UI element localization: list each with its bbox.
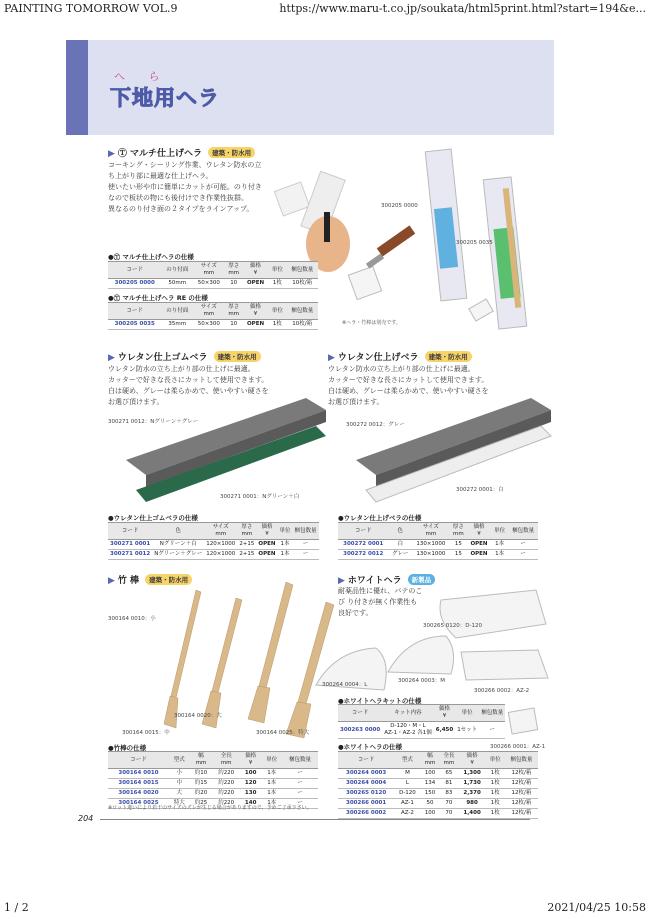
cell-width: 134: [421, 779, 440, 789]
cell-unit: 1本: [261, 799, 282, 809]
column-header-code: コード: [338, 705, 382, 722]
rubber-heading: ▶ ウレタン仕上ゴムベラ 建築・防水用: [108, 350, 261, 363]
cell-price: OPEN: [467, 540, 491, 550]
cell-width: 約25: [190, 799, 213, 809]
column-header-size: サイズ mm: [193, 303, 225, 320]
column-header-glue: のり付面: [162, 303, 194, 320]
cell-length: 約220: [212, 769, 240, 779]
column-header-code: コード: [108, 303, 162, 320]
white-label-l: 300264 0004：L: [322, 682, 368, 688]
page-footer-rule: [100, 819, 530, 820]
banner-title: 下地用ヘラ: [110, 86, 220, 110]
cell-size: 130×1000: [412, 540, 450, 550]
column-header-thick: 厚さ mm: [450, 523, 467, 540]
column-header-price: 価格 ¥: [243, 262, 269, 279]
white-table-title: ●ホワイトヘラの仕様: [338, 743, 402, 751]
bamboo-spec-table: [108, 751, 318, 809]
white-spatula-photo: [316, 580, 551, 690]
cell-type: L: [394, 779, 420, 789]
cell-length: 約220: [212, 789, 240, 799]
column-header-glue: のり付面: [162, 262, 194, 279]
cell-unit: 1本: [491, 540, 508, 550]
banner-ruby: へ ら: [114, 70, 170, 83]
multi-table-title: ●Ⓣ マルチ仕上げヘラの仕様: [108, 253, 194, 261]
cell-unit: 1枚: [486, 809, 505, 819]
cell-type: 中: [169, 779, 190, 789]
column-header-thick: 厚さ mm: [225, 303, 243, 320]
table-row: [338, 550, 538, 560]
bamboo-label-0: 300164 0010：小: [108, 616, 156, 622]
cell-price: 120: [240, 779, 261, 789]
cell-code: 300272 0001: [338, 540, 389, 550]
cell-code: 300205 0035: [108, 320, 162, 330]
column-header-price: 価格 ¥: [467, 523, 491, 540]
multi-image-note: ※ヘラ・竹棒は別売です。: [342, 320, 401, 326]
section-banner: [66, 40, 554, 135]
browser-print-footer: [0, 899, 650, 919]
column-header-width: 幅 mm: [421, 752, 440, 769]
finish-heading: ▶ ウレタン仕上げベラ 建築・防水用: [328, 350, 472, 363]
column-header-unit: 単位: [261, 752, 282, 769]
cell-thick: 10: [225, 320, 243, 330]
cell-unit: 1本: [491, 550, 508, 560]
cell-qty: ー: [282, 769, 318, 779]
cell-code: 300164 0015: [108, 779, 169, 789]
table-row: [108, 769, 318, 779]
cell-qty: 12枚/箱: [505, 769, 538, 779]
cell-price: 2,370: [458, 789, 485, 799]
cell-code: 300164 0010: [108, 769, 169, 779]
column-header-qty: 梱包数量: [286, 262, 318, 279]
column-header-length: 全長 mm: [212, 752, 240, 769]
cell-price: 140: [240, 799, 261, 809]
bamboo-heading: ▶ 竹 棒 建築・防水用: [108, 573, 192, 586]
cell-unit: 1本: [278, 540, 293, 550]
print-url[interactable]: https://www.maru-t.co.jp/soukata/html5print.html?start=194&e...: [279, 2, 646, 15]
column-header-size: サイズ mm: [193, 262, 225, 279]
column-header-qty: 梱包数量: [479, 705, 505, 722]
column-header-unit: 単位: [268, 262, 286, 279]
cell-qty: 12枚/箱: [505, 779, 538, 789]
column-header-qty: 梱包数量: [286, 303, 318, 320]
finish-product-photo: [356, 390, 551, 505]
banner-stripe: [66, 40, 88, 135]
table-header-row: [108, 752, 318, 769]
cell-unit: 1本: [278, 550, 293, 560]
multi-re-spec-table: [108, 302, 318, 330]
table-row: [108, 320, 318, 330]
column-header-size: サイズ mm: [204, 523, 237, 540]
cell-price: 1,400: [458, 809, 485, 819]
cell-width: 100: [421, 809, 440, 819]
cell-qty: ー: [282, 789, 318, 799]
rubber-tag: 建築・防水用: [214, 351, 261, 362]
cell-unit: 1枚: [268, 279, 286, 289]
cell-code: 300164 0020: [108, 789, 169, 799]
white-kit-spec-table: [338, 704, 505, 739]
triangle-icon: ▶: [328, 353, 335, 363]
cell-code: 300264 0003: [338, 769, 394, 779]
column-header-type: 型式: [169, 752, 190, 769]
white-tag: 新製品: [408, 574, 436, 585]
multi-image-label-1: 300205 0000: [381, 203, 418, 209]
table-row: [338, 769, 538, 779]
spatula-photo: [336, 230, 426, 320]
print-title: PAINTING TOMORROW VOL.9: [4, 2, 178, 15]
cell-code: 300265 0120: [338, 789, 394, 799]
white-description: 耐薬品性に優れ、バテのこ び り付きが無く作業性も 良好です。: [338, 587, 423, 617]
cell-unit: 1枚: [486, 789, 505, 799]
column-header-width: 幅 mm: [190, 752, 213, 769]
finish-spec-table: [338, 522, 538, 560]
finish-label-a: 300272 0012：グレー: [346, 422, 405, 428]
cell-type: AZ-1: [394, 799, 420, 809]
cell-price: 100: [240, 769, 261, 779]
cell-length: 81: [439, 779, 458, 789]
rubber-label-b: 300271 0001：Nグリーン＋白: [220, 494, 300, 500]
cell-glue: 35mm: [162, 320, 194, 330]
table-header-row: [338, 705, 505, 722]
column-header-code: コード: [108, 752, 169, 769]
cell-size: 120×1000: [204, 550, 237, 560]
column-header-code: コード: [338, 523, 389, 540]
table-row: [108, 789, 318, 799]
column-header-length: 全長 mm: [439, 752, 458, 769]
finish-table-title: ●ウレタン仕上げベラの仕様: [338, 514, 422, 522]
cell-size: 130×1000: [412, 550, 450, 560]
page-number: 204: [78, 814, 94, 823]
cell-unit: 1本: [261, 789, 282, 799]
column-header-qty: 梱包数量: [293, 523, 319, 540]
cell-size: 120×1000: [204, 540, 237, 550]
cell-code: 300266 0001: [338, 799, 394, 809]
cell-price: OPEN: [256, 540, 277, 550]
cell-code: 300205 0000: [108, 279, 162, 289]
bamboo-label-1: 300164 0015：中: [122, 730, 170, 736]
column-header-price: 価格 ¥: [458, 752, 485, 769]
bamboo-label-3: 300164 0025：特大: [256, 730, 310, 736]
cell-length: 約220: [212, 779, 240, 789]
cell-size: 50×300: [193, 279, 225, 289]
print-page-count: 1 / 2: [4, 901, 29, 914]
cell-thick: 2+15: [237, 540, 256, 550]
cell-price: 1,300: [458, 769, 485, 779]
print-datetime: 2021/04/25 10:58: [547, 901, 646, 914]
cell-width: 50: [421, 799, 440, 809]
cell-thick: 15: [450, 540, 467, 550]
cell-code: 300164 0025: [108, 799, 169, 809]
table-header-row: [338, 523, 538, 540]
rubber-spec-table: [108, 522, 319, 560]
column-header-price: 価格 ¥: [434, 705, 455, 722]
multi-tag: 建築・防水用: [208, 147, 255, 158]
column-header-unit: 単位: [455, 705, 479, 722]
cell-length: 83: [439, 789, 458, 799]
cell-unit: 1セット: [455, 722, 479, 739]
cell-qty: ー: [293, 540, 319, 550]
cell-type: 小: [169, 769, 190, 779]
cell-unit: 1本: [261, 779, 282, 789]
rubber-product-photo: [126, 390, 326, 505]
cell-width: 約15: [190, 779, 213, 789]
cell-thick: 2+15: [237, 550, 256, 560]
cell-qty: 10枚/箱: [286, 279, 318, 289]
table-row: [338, 799, 538, 809]
table-row: [338, 809, 538, 819]
cell-qty: ー: [293, 550, 319, 560]
table-header-row: [108, 303, 318, 320]
rubber-table-title: ●ウレタン仕上ゴムベラの仕様: [108, 514, 198, 522]
cell-price: OPEN: [256, 550, 277, 560]
triangle-icon: ▶: [108, 149, 115, 159]
table-header-row: [338, 752, 538, 769]
cell-price: 980: [458, 799, 485, 809]
catalog-page: [66, 40, 554, 835]
cell-code: 300263 0000: [338, 722, 382, 739]
cell-price: 6,450: [434, 722, 455, 739]
cell-width: 約10: [190, 769, 213, 779]
finish-description: ウレタン防水の立ち上がり部の仕上げに最適。 カッターで好きな長さにカットして使用できます。 白は硬め、グレーは柔らかめで、使いやすい硬さを お選び頂けます。: [328, 365, 489, 406]
multi-package-photo: [411, 148, 551, 318]
multi-re-table-title: ●Ⓣ マルチ仕上げヘラ RE の仕様: [108, 294, 208, 302]
column-header-price: 価格 ¥: [256, 523, 277, 540]
cell-code: 300264 0004: [338, 779, 394, 789]
white-label-az1: 300266 0001：AZ-1: [490, 744, 546, 750]
white-spec-table: [338, 751, 538, 819]
cell-unit: 1枚: [486, 779, 505, 789]
cell-qty: ー: [282, 799, 318, 809]
cell-color: 白: [389, 540, 412, 550]
cell-color: Nグリーン＋グレー: [152, 550, 204, 560]
table-row: [338, 722, 505, 739]
cell-color: グレー: [389, 550, 412, 560]
table-header-row: [108, 523, 319, 540]
cell-qty: ー: [479, 722, 505, 739]
white-label-m: 300264 0003：M: [398, 678, 445, 684]
column-header-unit: 単位: [278, 523, 293, 540]
cell-code: 300271 0012: [108, 550, 152, 560]
cell-glue: 50mm: [162, 279, 194, 289]
bamboo-label-2: 300164 0020：大: [174, 713, 222, 719]
multi-spec-table: [108, 261, 318, 289]
cell-thick: 10: [225, 279, 243, 289]
column-header-qty: 梱包数量: [282, 752, 318, 769]
triangle-icon: ▶: [338, 576, 345, 586]
column-header-thick: 厚さ mm: [237, 523, 256, 540]
cell-code: 300271 0001: [108, 540, 152, 550]
cell-width: 150: [421, 789, 440, 799]
cell-type: 特大: [169, 799, 190, 809]
cell-price: 130: [240, 789, 261, 799]
cell-length: 70: [439, 799, 458, 809]
table-row: [338, 789, 538, 799]
finish-tag: 建築・防水用: [425, 351, 472, 362]
cell-size: 50×300: [193, 320, 225, 330]
cell-price: OPEN: [243, 320, 269, 330]
cell-type: M: [394, 769, 420, 779]
cell-type: AZ-2: [394, 809, 420, 819]
white-heading: ▶ ホワイトヘラ 新製品: [338, 573, 435, 586]
cell-type: D-120: [394, 789, 420, 799]
column-header-type: 型式: [394, 752, 420, 769]
cell-qty: 12枚/箱: [505, 789, 538, 799]
white-az1-photo: [506, 706, 546, 736]
multi-description: コーキング・シーリング作業、ウレタン防水の立 ち上がり部に最適な仕上げヘラ。 使いたい形や巾に簡単にカットが可能。のり付き なので板状の物にも後付けでき作業性抜群。 異なるのり付き面の２タイプをラインアップ。: [108, 161, 262, 213]
column-header-size: サイズ mm: [412, 523, 450, 540]
cell-type: 大: [169, 789, 190, 799]
column-header-thick: 厚さ mm: [225, 262, 243, 279]
table-row: [338, 540, 538, 550]
cell-content: D-120・M・L AZ-1・AZ-2 各1個: [382, 722, 434, 739]
cell-color: Nグリーン＋白: [152, 540, 204, 550]
cell-code: 300272 0012: [338, 550, 389, 560]
cell-length: 約220: [212, 799, 240, 809]
cell-price: OPEN: [467, 550, 491, 560]
cell-price: 1,730: [458, 779, 485, 789]
column-header-price: 価格 ¥: [243, 303, 269, 320]
table-row: [338, 779, 538, 789]
table-row: [108, 550, 319, 560]
table-row: [108, 279, 318, 289]
browser-print-header: [0, 0, 650, 24]
cell-unit: 1枚: [486, 769, 505, 779]
cell-unit: 1枚: [268, 320, 286, 330]
multi-heading: ▶ Ⓣ マルチ仕上げヘラ 建築・防水用: [108, 146, 255, 159]
bamboo-note: ※ロット違いにより若干のサイズのズレが生じる場合がありますので、予めご了承下さい。: [108, 805, 312, 811]
cell-unit: 1枚: [486, 799, 505, 809]
column-header-content: キット内容: [382, 705, 434, 722]
cell-price: OPEN: [243, 279, 269, 289]
cell-qty: ー: [508, 540, 538, 550]
column-header-qty: 梱包数量: [505, 752, 538, 769]
cell-width: 約20: [190, 789, 213, 799]
triangle-icon: ▶: [108, 353, 115, 363]
triangle-icon: ▶: [108, 576, 115, 586]
table-row: [108, 779, 318, 789]
white-label-d120: 300265 0120：D-120: [423, 623, 482, 629]
column-header-unit: 単位: [486, 752, 505, 769]
white-kit-table-title: ●ホワイトヘラキットの仕様: [338, 697, 422, 705]
cell-qty: 10枚/箱: [286, 320, 318, 330]
column-header-color: 色: [152, 523, 204, 540]
column-header-unit: 単位: [268, 303, 286, 320]
column-header-code: コード: [338, 752, 394, 769]
rubber-description: ウレタン防水の立ち上がり部の仕上げに最適。 カッターで好きな長さにカットして使用できます。 白は硬め、グレーは柔らかめで、使いやすい硬さを お選び頂けます。: [108, 365, 269, 406]
finish-label-b: 300272 0001：白: [456, 487, 504, 493]
multi-image-label-2: 300205 0035: [456, 240, 493, 246]
cell-qty: ー: [508, 550, 538, 560]
table-row: [108, 540, 319, 550]
cell-qty: 12枚/箱: [505, 809, 538, 819]
cell-code: 300266 0002: [338, 809, 394, 819]
cell-thick: 15: [450, 550, 467, 560]
cell-qty: ー: [282, 779, 318, 789]
column-header-color: 色: [389, 523, 412, 540]
cell-length: 65: [439, 769, 458, 779]
column-header-price: 価格 ¥: [240, 752, 261, 769]
column-header-qty: 梱包数量: [508, 523, 538, 540]
bamboo-table-title: ●竹棒の仕様: [108, 744, 147, 752]
column-header-code: コード: [108, 262, 162, 279]
rubber-label-a: 300271 0012：Nグリーン＋グレー: [108, 419, 199, 425]
cell-length: 70: [439, 809, 458, 819]
column-header-code: コード: [108, 523, 152, 540]
white-label-az2: 300266 0002：AZ-2: [474, 688, 530, 694]
bamboo-tag: 建築・防水用: [145, 574, 192, 585]
table-header-row: [108, 262, 318, 279]
cell-width: 100: [421, 769, 440, 779]
column-header-unit: 単位: [491, 523, 508, 540]
cell-qty: 12枚/箱: [505, 799, 538, 809]
cell-unit: 1本: [261, 769, 282, 779]
